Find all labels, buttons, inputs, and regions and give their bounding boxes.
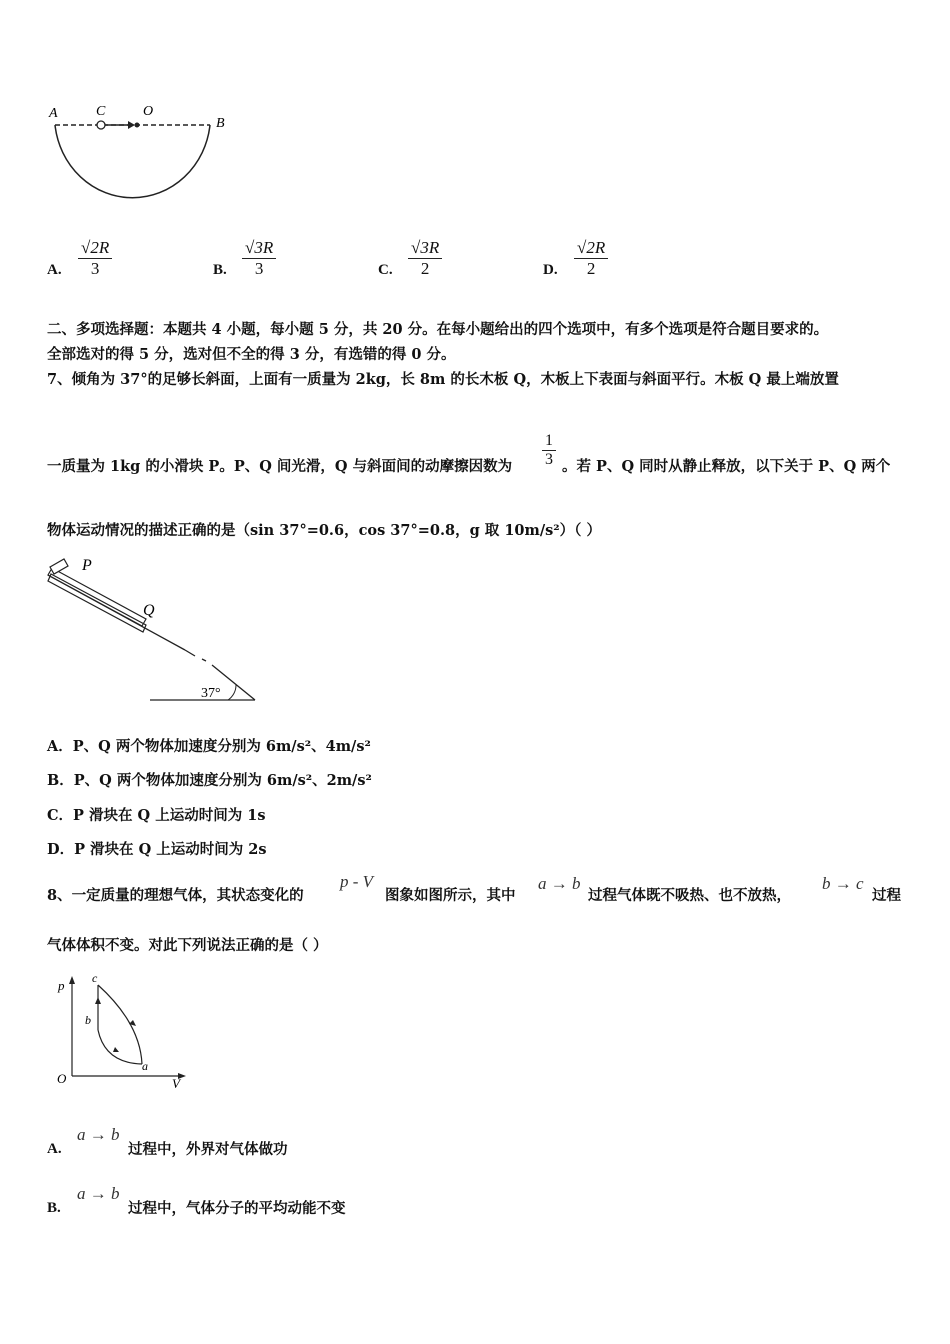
q7-line2a: 一质量为 1kg 的小滑块 P。P、Q 间光滑，Q 与斜面间的动摩擦因数为 xyxy=(47,458,513,475)
q7-option-c: C．P 滑块在 Q 上运动时间为 1s xyxy=(47,807,266,824)
section2-line1: 二、多项选择题：本题共 4 小题，每小题 5 分，共 20 分。在每小题给出的四个选项中，有多个选项是符合题目要求的。 xyxy=(47,321,829,338)
angle-label: 37° xyxy=(201,686,221,701)
q7-line3: 物体运动情况的描述正确的是（sin 37°=0.6，cos 37°=0.8，g 取 10m/s²）（ ） xyxy=(47,522,601,539)
axis-label-p: p xyxy=(58,978,65,993)
q8-intro: 8、一定质量的理想气体，其状态变化的 xyxy=(47,887,304,904)
q8-option-a-math: a → b xyxy=(77,1125,120,1144)
q8-option-a-text: 过程中，外界对气体做功 xyxy=(128,1141,288,1158)
q8-option-b-text: 过程中，气体分子的平均动能不变 xyxy=(128,1200,346,1217)
q8-end: 过程 xyxy=(872,887,901,904)
label-P: P xyxy=(82,557,92,574)
point-label-c: c xyxy=(92,971,98,985)
axis-label-V: V xyxy=(172,1076,180,1091)
q7-option-d: D．P 滑块在 Q 上运动时间为 2s xyxy=(47,841,267,858)
q8-option-b-math: a → b xyxy=(77,1184,120,1203)
point-label-b: b xyxy=(85,1013,91,1027)
option-letter: C. xyxy=(378,262,393,278)
q8-option-b-letter: B. xyxy=(47,1200,61,1216)
q8-pv: p - V xyxy=(340,872,374,891)
label-Q: Q xyxy=(143,602,155,619)
q7-option-b: B．P、Q 两个物体加速度分别为 6m/s²、2m/s² xyxy=(47,772,372,789)
option-fraction: √2R 3 xyxy=(78,238,112,279)
label-A: A xyxy=(49,106,58,121)
option-fraction: √3R 3 xyxy=(242,238,276,279)
incline-figure xyxy=(40,555,270,705)
semicircle-figure xyxy=(40,95,240,215)
option-letter: B. xyxy=(213,262,227,278)
option-letter: A. xyxy=(47,262,62,278)
option-fraction: √2R 2 xyxy=(574,238,608,279)
q7-line1: 7、倾角为 37°的足够长斜面，上面有一质量为 2kg，长 8m 的长木板 Q，木板上下表面与斜面平行。木板 Q 最上端放置 xyxy=(47,371,839,388)
q7-line2b: 。若 P、Q 同时从静止释放，以下关于 P、Q 两个 xyxy=(562,458,891,475)
q7-option-a: A．P、Q 两个物体加速度分别为 6m/s²、4m/s² xyxy=(47,738,371,755)
option-letter: D. xyxy=(543,262,558,278)
option-fraction: √3R 2 xyxy=(408,238,442,279)
section2-line2: 全部选对的得 5 分，选对但不全的得 3 分，有选错的得 0 分。 xyxy=(47,346,456,363)
q8-mid2: 过程气体既不吸热、也不放热， xyxy=(588,887,791,904)
point-label-a: a xyxy=(142,1059,148,1073)
pv-diagram xyxy=(50,968,200,1093)
q8-mid1: 图象如图所示，其中 xyxy=(385,887,516,904)
label-O: O xyxy=(143,104,154,119)
q7-fraction: 1 3 xyxy=(542,432,556,469)
label-C: C xyxy=(96,104,106,119)
q8-ab: a → b xyxy=(538,874,581,893)
label-B: B xyxy=(216,116,225,131)
origin-label: O xyxy=(57,1071,67,1086)
q8-line2: 气体体积不变。对此下列说法正确的是（ ） xyxy=(47,937,328,954)
q8-option-a-letter: A. xyxy=(47,1141,62,1157)
q8-bc: b → c xyxy=(822,874,864,893)
